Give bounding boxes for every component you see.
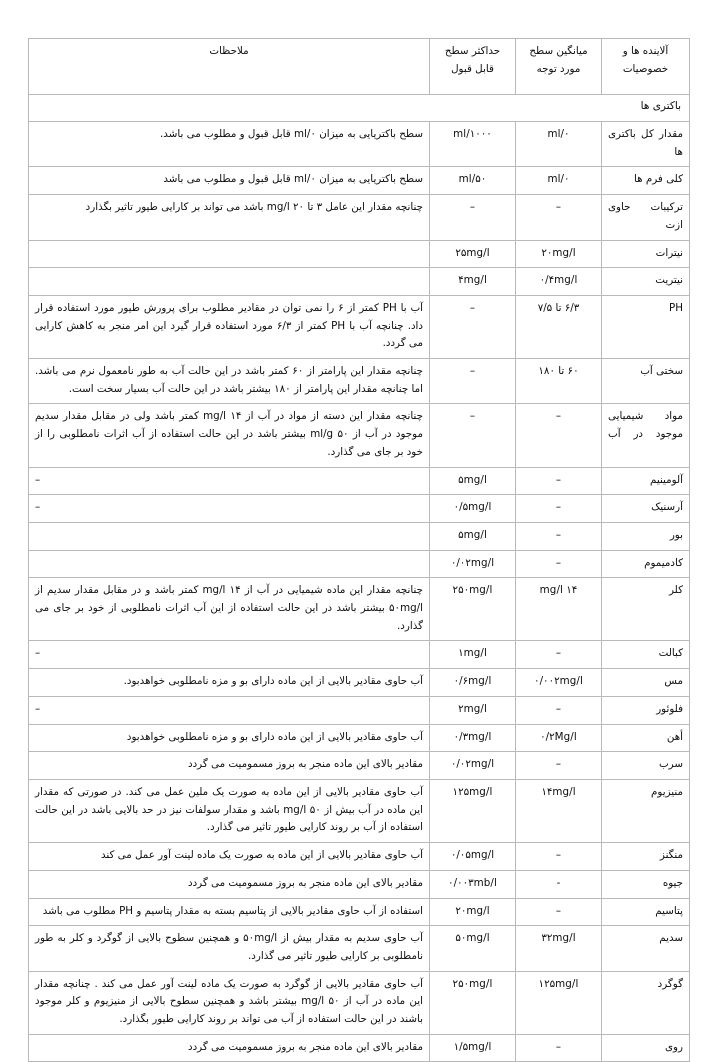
header-max-line1: حداکثر سطح (444, 45, 501, 57)
cell-contaminant-name: PH (602, 295, 690, 358)
table-row (29, 641, 690, 669)
cell-contaminant-name: بور (602, 522, 690, 550)
cell-max-acceptable-level: ۰/۳mg/l (430, 724, 516, 752)
table-row (29, 122, 690, 167)
table-row (29, 578, 690, 641)
cell-contaminant-name: سرب (602, 752, 690, 780)
cell-max-acceptable-level: – (430, 404, 516, 467)
cell-average-level: ۱۴ mg/l (516, 578, 602, 641)
cell-average-level: ۰/۲Mg/l (516, 724, 602, 752)
column-header-notes: ملاحظات (29, 39, 430, 95)
cell-notes: سطح باکتریایی به میزان ۰/ml قابل قبول و مطلوب می باشد (29, 167, 430, 195)
section-label: باکتری ها (29, 95, 690, 122)
cell-max-acceptable-level: – (430, 195, 516, 240)
cell-max-acceptable-level: ۰/۰۰۳mb/l (430, 870, 516, 898)
cell-max-acceptable-level: ۲۵۰mg/l (430, 578, 516, 641)
cell-contaminant-name: کادمیموم (602, 550, 690, 578)
cell-notes: آب حاوی مقادیر بالایی از گوگرد به صورت یک ماده لینت آور عمل می کند . چنانچه مقدار این ماده در آب از ۵۰ mg/l بیشتر باشد و همچنین سطوح بالایی از منیزیوم و کلر موجود باشند در این حالت استفاده از آب می تواند بر روند کارایی طیور بگذارد. (29, 971, 430, 1034)
cell-notes: – (29, 641, 430, 669)
cell-average-level: ۰/ml (516, 122, 602, 167)
cell-notes: مقادیر بالای این ماده منجر به بروز مسمومیت می گردد (29, 752, 430, 780)
cell-contaminant-name: سدیم (602, 926, 690, 971)
table-row (29, 669, 690, 697)
cell-average-level: ۳۲mg/l (516, 926, 602, 971)
cell-contaminant-name: آرسنیک (602, 495, 690, 523)
cell-contaminant-name: منگنز (602, 843, 690, 871)
cell-average-level: ۱۲۵mg/l (516, 971, 602, 1034)
cell-max-acceptable-level: ۱۰۰۰/ml (430, 122, 516, 167)
cell-max-acceptable-level: ۲mg/l (430, 696, 516, 724)
water-quality-table (28, 38, 690, 1062)
cell-max-acceptable-level: ۰/۶mg/l (430, 669, 516, 697)
cell-average-level: ۰/۰۰۲mg/l (516, 669, 602, 697)
cell-contaminant-name: کبالت (602, 641, 690, 669)
cell-contaminant-name: فلوئور (602, 696, 690, 724)
table-row (29, 240, 690, 268)
table-row (29, 898, 690, 926)
cell-contaminant-name: پتاسیم (602, 898, 690, 926)
cell-max-acceptable-level: ۵۰/ml (430, 167, 516, 195)
cell-notes (29, 268, 430, 296)
cell-average-level: – (516, 843, 602, 871)
cell-notes: آب حاوی مقادیر بالایی از این ماده دارای بو و مزه نامطلوبی خواهدبود. (29, 669, 430, 697)
table-row (29, 779, 690, 842)
cell-contaminant-name: جیوه (602, 870, 690, 898)
cell-average-level: ۰/۴mg/l (516, 268, 602, 296)
cell-contaminant-name: نیترات (602, 240, 690, 268)
cell-average-level: ۶/۳ تا ۷/۵ (516, 295, 602, 358)
table-row (29, 404, 690, 467)
cell-max-acceptable-level: ۵mg/l (430, 467, 516, 495)
header-max-line2: قابل قبول (451, 62, 494, 75)
header-avg-line2: مورد توجه (536, 62, 581, 75)
cell-contaminant-name: روی (602, 1034, 690, 1062)
header-avg-line1: میانگین سطح (529, 45, 588, 57)
cell-max-acceptable-level: ۱mg/l (430, 641, 516, 669)
table-header (29, 39, 690, 95)
cell-average-level: ۶۰ تا ۱۸۰ (516, 359, 602, 404)
cell-notes: – (29, 495, 430, 523)
cell-max-acceptable-level: ۰/۰۲mg/l (430, 550, 516, 578)
cell-contaminant-name: مقدار کل باکتری ها (602, 122, 690, 167)
cell-average-level: – (516, 1034, 602, 1062)
table-row (29, 467, 690, 495)
cell-notes (29, 550, 430, 578)
cell-max-acceptable-level: ۰/۰۵mg/l (430, 843, 516, 871)
table-row (29, 495, 690, 523)
cell-notes: مقادیر بالای این ماده منجر به بروز مسمومیت می گردد (29, 1034, 430, 1062)
cell-notes: مقادیر بالای این ماده منجر به بروز مسمومیت می گردد (29, 870, 430, 898)
cell-contaminant-name: منیزیوم (602, 779, 690, 842)
cell-average-level: – (516, 696, 602, 724)
cell-max-acceptable-level: ۴mg/l (430, 268, 516, 296)
cell-notes: آب با PH کمتر از ۶ را نمی توان در مقادیر مطلوب برای پرورش طیور مورد استفاده قرار داد. چنانچه آب با PH کمتر از ۶/۳ مورد استفاده قرار گیرد این امر منجر به کاهش کارایی می گردد. (29, 295, 430, 358)
table-row (29, 1034, 690, 1062)
table-row (29, 926, 690, 971)
header-name-line2: خصوصیات (622, 62, 669, 75)
cell-notes: – (29, 696, 430, 724)
cell-max-acceptable-level: ۲۵mg/l (430, 240, 516, 268)
cell-notes: سطح باکتریایی به میزان ۰/ml قابل قبول و مطلوب می باشد. (29, 122, 430, 167)
cell-average-level: – (516, 495, 602, 523)
table-row (29, 167, 690, 195)
cell-contaminant-name: گوگرد (602, 971, 690, 1034)
cell-max-acceptable-level: ۱۲۵mg/l (430, 779, 516, 842)
header-row (29, 39, 690, 95)
cell-average-level: – (516, 641, 602, 669)
table-row (29, 843, 690, 871)
cell-average-level: – (516, 522, 602, 550)
cell-contaminant-name: آلومینیم (602, 467, 690, 495)
cell-notes: آب حاوی مقادیر بالایی از این ماده به صورت یک ماده لینت آور عمل می کند (29, 843, 430, 871)
table-row (29, 550, 690, 578)
cell-average-level: – (516, 550, 602, 578)
column-header-name (602, 39, 690, 95)
cell-notes: چنانچه مقدار این دسته از مواد در آب از ۱۴ mg/l کمتر باشد ولی در مقابل مقدار سدیم موجود در آب از ۵۰ ml/g بیشتر باشد در این حالت استفاده از آب اثرات نامطلوبی را از خود بر جای می گذارد. (29, 404, 430, 467)
table-row (29, 696, 690, 724)
table-body (29, 95, 690, 1062)
cell-notes: چنانچه مقدار این پارامتر از ۶۰ کمتر باشد در این حالت آب به طور نامعمول نرم می باشد. اما چنانچه مقدار این پارامتر از ۱۸۰ بیشتر باشد در این حالت آب بسیار سخت است. (29, 359, 430, 404)
cell-max-acceptable-level: ۵۰mg/l (430, 926, 516, 971)
header-name-line1: آلاینده ها و (622, 45, 669, 57)
cell-max-acceptable-level: ۲۰mg/l (430, 898, 516, 926)
cell-average-level: – (516, 752, 602, 780)
cell-notes: چنانچه مقدار این عامل ۳ تا ۲۰ mg/l باشد می تواند بر کارایی طیور تاثیر بگذارد (29, 195, 430, 240)
cell-average-level: – (516, 898, 602, 926)
cell-average-level: ۱۴mg/l (516, 779, 602, 842)
table-row (29, 268, 690, 296)
cell-max-acceptable-level: ۱/۵mg/l (430, 1034, 516, 1062)
cell-max-acceptable-level: ۵mg/l (430, 522, 516, 550)
cell-max-acceptable-level: ۰/۰۲mg/l (430, 752, 516, 780)
cell-average-level: ۰/ml (516, 167, 602, 195)
cell-contaminant-name: أهن (602, 724, 690, 752)
cell-max-acceptable-level: – (430, 295, 516, 358)
table-row (29, 724, 690, 752)
cell-contaminant-name: سختی آب (602, 359, 690, 404)
cell-notes (29, 522, 430, 550)
cell-contaminant-name: مس (602, 669, 690, 697)
cell-contaminant-name: مواد شیمیایی موجود در آب (602, 404, 690, 467)
table-row (29, 971, 690, 1034)
table-row (29, 195, 690, 240)
cell-max-acceptable-level: – (430, 359, 516, 404)
cell-average-level: – (516, 467, 602, 495)
cell-notes: آب حاوی سدیم به مقدار بیش از ۵۰mg/l و همچنین سطوح بالایی از گوگرد و کلر به طور نامطلوبی بر کارایی طیور تاثیر می گذارد. (29, 926, 430, 971)
table-row (29, 870, 690, 898)
cell-average-level: ۲۰mg/l (516, 240, 602, 268)
cell-notes: – (29, 467, 430, 495)
cell-notes: آب حاوی مقادیر بالایی از این ماده به صورت یک ملین عمل می کند. در صورتی که مقدار این ماده در آب بیش از ۵۰ mg/l باشد و مقدار سولفات نیز در حد بالایی باشد در این حالت استفاده از آب بر روند کارایی طیور تاثیر می گذارد. (29, 779, 430, 842)
cell-max-acceptable-level: ۰/۵mg/l (430, 495, 516, 523)
cell-contaminant-name: کلر (602, 578, 690, 641)
cell-average-level: – (516, 404, 602, 467)
cell-notes (29, 240, 430, 268)
cell-contaminant-name: ترکیبات حاوی ازت (602, 195, 690, 240)
column-header-average (516, 39, 602, 95)
table-row (29, 752, 690, 780)
section-row-bacteria (29, 95, 690, 122)
table-row (29, 522, 690, 550)
cell-notes: آب حاوی مقادیر بالایی از این ماده دارای بو و مزه نامطلوبی خواهدبود (29, 724, 430, 752)
cell-contaminant-name: کلی فرم ها (602, 167, 690, 195)
cell-average-level: - (516, 870, 602, 898)
cell-average-level: – (516, 195, 602, 240)
column-header-max (430, 39, 516, 95)
table-row (29, 295, 690, 358)
cell-notes: چنانچه مقدار این ماده شیمیایی در آب از ۱۴ mg/l کمتر باشد و در مقابل مقدار سدیم از ۵۰mg/l بیشتر باشد در این حالت استفاده از این آب اثرات نامطلوبی از خود بر جای می گذارد. (29, 578, 430, 641)
cell-max-acceptable-level: ۲۵۰mg/l (430, 971, 516, 1034)
cell-notes: استفاده از آب حاوی مقادیر بالایی از پتاسیم بسته به مقدار پتاسیم و PH مطلوب می باشد (29, 898, 430, 926)
cell-contaminant-name: نیتریت (602, 268, 690, 296)
table-row (29, 359, 690, 404)
